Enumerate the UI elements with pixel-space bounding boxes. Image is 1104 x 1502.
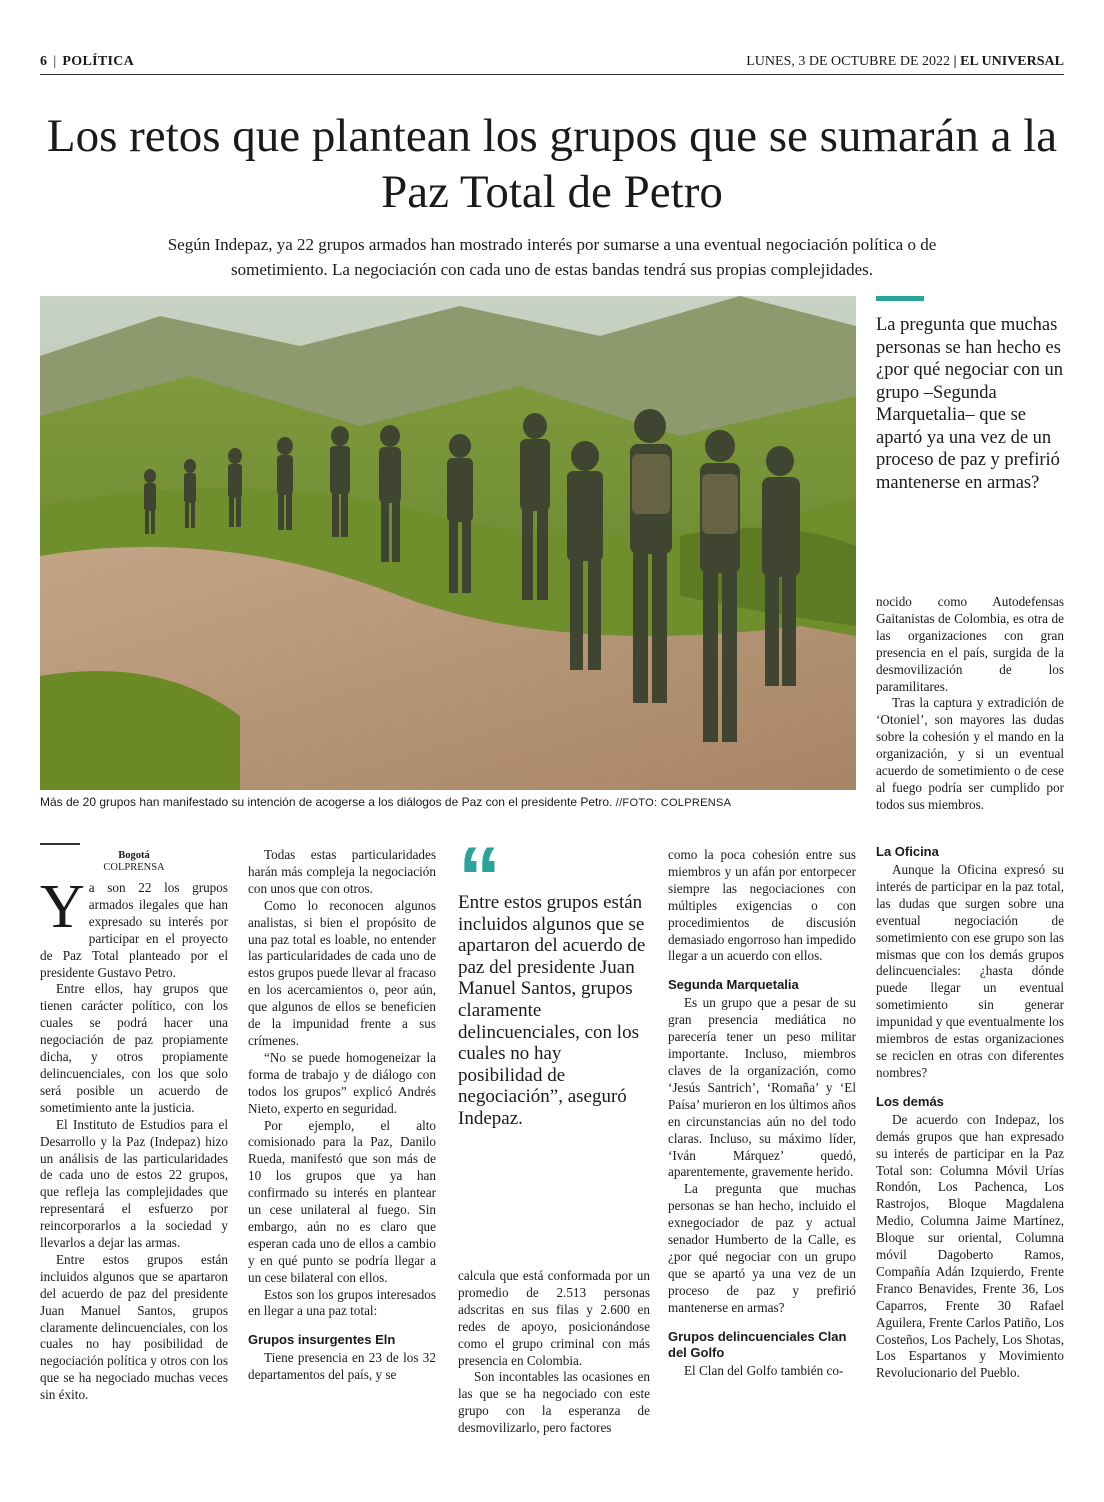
paragraph: como la poca cohesión entre sus miembros y un afán por entorpecer siempre las negociaciones con múltiples exigencias o con procedimientos de discusión demasiado engorroso han impedido llegar a un acuerdo con ellos. (668, 847, 856, 964)
column-4 (668, 847, 856, 1379)
subhead-los-demas: Los demás (876, 1093, 944, 1109)
page-header (40, 50, 1064, 75)
byline-city: Bogotá (118, 850, 150, 861)
paragraph: Aunque la Oficina expresó su interés de participar en la paz total, las dudas que surgen sobre una eventual negociación de sometimiento con ese grupo son las mismas que con los demás grupos delincuenciales: ¿hasta dónde puede llegar un eventual sometimiento sin generar impunidad y que eventualmente los miembros de estas organizaciones se reciclen en otras con diferentes nombres? (876, 862, 1064, 1080)
page-number: 6 (40, 54, 48, 69)
paragraph: De acuerdo con Indepaz, los demás grupos que han expresado su interés de participar en la Paz Total son: Columna Móvil Urías Rondón, Los Pachenca, Los Rastrojos, Bloque Magdalena Medio, Columna Jaime Martínez, Bloque sur oriental, Columna móvil Dagoberto Ramos, Compañía Adán Izquierdo, Frente Franco Benavides, Frente 36, Los Caparros, Frente 30 Rafael Aguilera, Frente Carlos Patiño, Los Costeños, Los Pachely, Los Shotas, Los Espartanos y Movimiento Revolucionario del Pueblo. (876, 1111, 1064, 1381)
column-2 (248, 847, 436, 1384)
issue-date: LUNES, 3 DE OCTUBRE DE 2022 (746, 54, 951, 69)
paragraph: Todas estas particularidades harán más compleja la negociación con unos que con otros. (248, 847, 436, 896)
paragraph: Estos son los grupos interesados en llegar a una paz total: (248, 1286, 436, 1319)
paragraph: La pregunta que muchas personas se han hecho, incluido el exnegociador de paz y actual senador Humberto de la Calle, es ¿por qué negociar con un grupo que se apartó ya una vez de un proceso de paz y prefirió mantenerse en armas? (668, 1181, 856, 1315)
paragraph: El Clan del Golfo también co- (684, 1362, 844, 1378)
paragraph (40, 873, 228, 981)
article-photo (40, 296, 856, 790)
paragraph: Son incontables las ocasiones en las que se ha negociado con este grupo con la esperanza de desmovilizarlo, pero factores (458, 1369, 650, 1436)
column-3 (458, 1268, 650, 1437)
paragraph: Es un grupo que a pesar de su gran presencia mediática no parecería tener un peso militar importante. Incluso, miembros claves de la organización, como ‘Jesús Santrich’, ‘Romaña’ y ‘El Paísa’ murieron en los últimos años en circunstancias aún no del todo claras. Incluso, su máximo líder, ‘Iván Márquez’ quedó, aparentemente, gravemente herido. (668, 995, 856, 1180)
big-pull-quote: Entre estos grupos están incluidos algunos que se apartaron del acuerdo de paz del presidente Juan Manuel Santos, grupos claramente delincuenciales, con los cuales no hay posibilidad de negociación”, aseguró Indepaz. (458, 892, 646, 1129)
paragraph: Entre ellos, hay grupos que tienen carácter político, con los cuales se podrá hacer una negociación de paz propiamente dicha, y otros propiamente delincuenciales, con los que solo será posible un acuerdo de sometimiento ante la justicia. (40, 981, 228, 1115)
paragraph: “No se puede homogeneizar la forma de trabajo y de diálogo con todos los grupos” explicó Andrés Nieto, experto en seguridad. (248, 1049, 436, 1116)
paragraph: Tiene presencia en 23 de los 32 departamentos del país, y se (248, 1350, 436, 1383)
subhead-la-oficina: La Oficina (876, 844, 939, 859)
paragraph: Tras la captura y extradición de ‘Otoniel’, son mayores las dudas sobre la cohesión y el mando en la organización, y si un eventual acuerdo de sometimiento o de cese al fuego podría ser cumplido por todos sus miembros. (876, 695, 1064, 812)
quote-mark-icon: “ (458, 830, 501, 926)
column-rule (40, 843, 80, 845)
subhead-clan-del-golfo: Grupos delincuenciales Clan del Golfo (668, 1328, 847, 1360)
pull-quote-right: La pregunta que muchas personas se han hecho es ¿por qué negociar con un grupo –Segunda Marquetalia– que se apartó ya una vez de un proceso de paz y prefirió mantenerse en armas? (876, 315, 1063, 493)
deck: Según Indepaz, ya 22 grupos armados han mostrado interés por sumarse a una eventual negociación política o de sometimiento. La negociación con cada uno de estas bandas tendrá sus propias complejidades. (167, 235, 937, 279)
column-5-top (876, 594, 1064, 814)
drop-cap: Y (40, 873, 85, 941)
byline (40, 850, 228, 874)
subhead-segunda-marquetalia: Segunda Marquetalia (668, 977, 799, 993)
paragraph: Entre estos grupos están incluidos algunos que se apartaron del acuerdo de paz del presidente Juan Manuel Santos, grupos claramente delincuenciales, con los cuales no hay posibilidad de negociación política y otros con los que se ha negociado muchas veces sin éxito. (40, 1251, 228, 1403)
subhead-eln: Grupos insurgentes Eln (248, 1332, 396, 1348)
issue-info: LUNES, 3 DE OCTUBRE DE 2022 | EL UNIVERSAL (746, 54, 1064, 69)
paragraph: Como lo reconocen algunos analistas, si bien el propósito de una paz total es loable, no entender las particularidades de cada uno de estos grupos puede llevar al fracaso en los acercamientos o, peor aún, que algunos de ellos se beneficien de la impunidad frente a sus crímenes. (248, 897, 436, 1048)
paragraph: nocido como Autodefensas Gaitanistas de Colombia, es otra de las organizaciones con gran presencia en el país, surgida de la desmovilización de los paramilitares. (876, 594, 1064, 694)
photo-credit: //FOTO: COLPRENSA (615, 797, 732, 809)
pull-quote-accent-bar (876, 296, 924, 301)
headline: Los retos que plantean los grupos que se sumarán a la Paz Total de Petro (46, 110, 1058, 218)
section-name: POLÍTICA (62, 54, 135, 69)
paragraph: Por ejemplo, el alto comisionado para la Paz, Danilo Rueda, manifestó que son más de 10 los grupos que ya han confirmado su interés en plantear un cese unilateral al fuego. Sin embargo, aún no es claro que esperan cada uno de ellos a cambio y en qué punto se podría llegar a un cese bilateral con ellos. (248, 1117, 436, 1285)
paper-name: EL UNIVERSAL (960, 54, 1064, 69)
section-label: 6 | POLÍTICA (40, 54, 135, 69)
column-5-bottom (876, 832, 1064, 1382)
photo-illustration (40, 296, 856, 790)
byline-agency: COLPRENSA (103, 862, 165, 873)
photo-caption (40, 794, 856, 811)
caption-text: Más de 20 grupos han manifestado su intención de acogerse a los diálogos de Paz con el presidente Petro. (40, 795, 613, 809)
column-1 (40, 850, 228, 1404)
paragraph: calcula que está conformada por un promedio de 2.513 personas adscritas en sus filas y 2.600 en redes de apoyo, posicionándose como el grupo criminal con más presencia en Colombia. (458, 1268, 650, 1368)
paragraph: El Instituto de Estudios para el Desarrollo y la Paz (Indepaz) hizo un análisis de las particularidades de cada uno de estos 22 grupos, que refleja las complejidades que representará el esfuerzo por reincorporarlos a la sociedad y llevarlos a dejar las armas. (40, 1116, 228, 1251)
paragraph-text: a son 22 los grupos armados ilegales que han expresado su interés por participar en el proyecto de Paz Total planteado por el presidente Gustavo Petro. (40, 880, 228, 980)
